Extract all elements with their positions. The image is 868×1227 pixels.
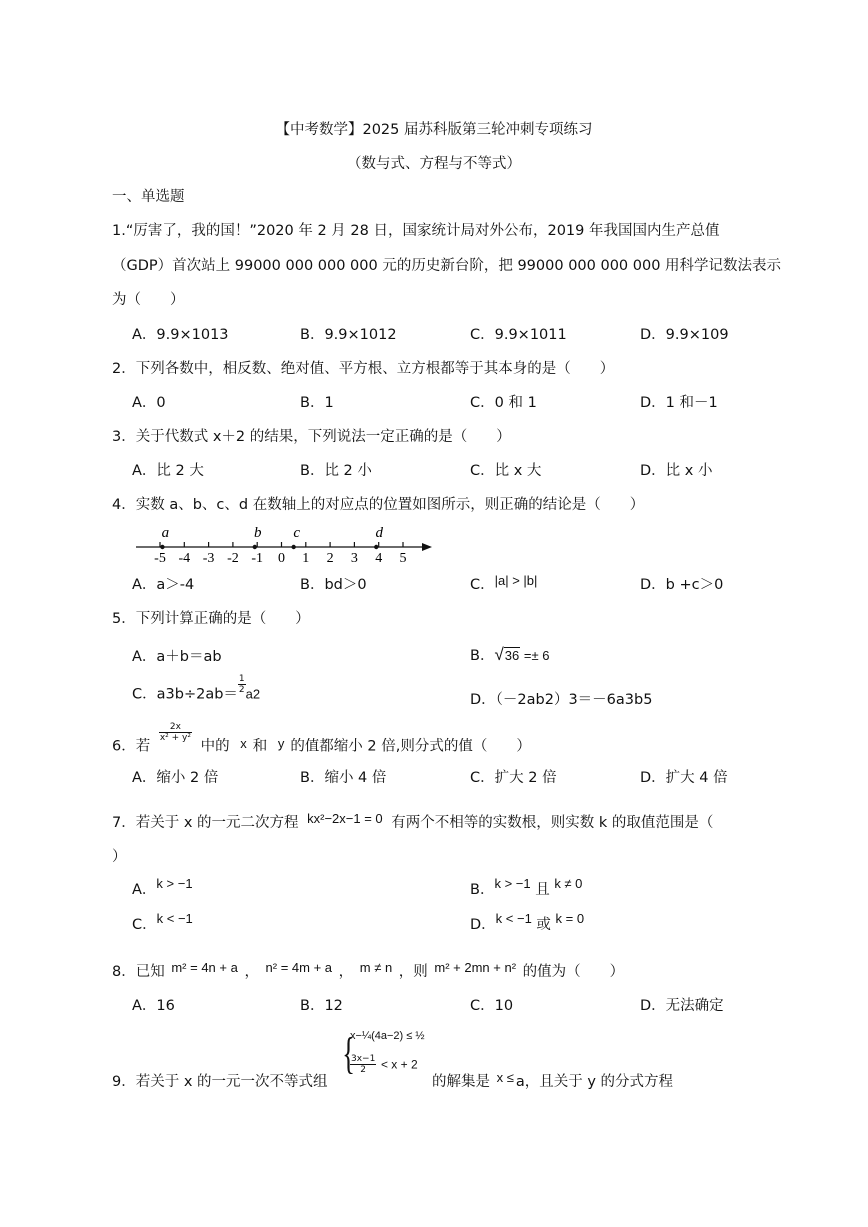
question-7-line-1 [112,813,713,833]
question-5: 5．下列计算正确的是（ ） [112,611,310,627]
fraction-numerator: 2x [159,722,192,733]
row-2-fraction [350,1054,376,1075]
tick-label: 3 [350,551,358,566]
point-b [253,545,257,549]
left-brace-icon: { [342,1029,355,1078]
question-8 [112,962,624,982]
fraction-numerator: 1 [238,674,245,684]
q7-option-c-prefix: C． [132,917,157,933]
q7-option-b-conj: 且 [535,882,550,898]
document-subtitle: （数与式、方程与不等式） [347,156,521,172]
q6-prefix: 6．若 [112,738,151,755]
point-label-b: b [254,525,262,541]
q5-option-d: D．（－2ab2）3＝－6a3b5 [470,692,653,708]
question-1-line-2: （GDP）首次站上 99000 000 000 000 元的历史新台阶，把 99000 000 000 000 用科学记数法表示 [112,258,782,274]
q8-option-d: D．无法确定 [640,998,724,1014]
q4-option-a: A．a＞-4 [132,577,195,593]
q7-option-b-math-1: k > −1 [494,876,531,891]
q7-option-a [132,876,193,900]
q6-option-c: C．扩大 2 倍 [470,770,557,786]
point-a [160,545,164,549]
q8-equation-1: m² = 4n + a [171,960,238,975]
q8-equation-2: n² = 4m + a [265,960,333,975]
q9-x-le: x ≤ [496,1070,514,1085]
q8-expression: m² + 2mn + n² [434,960,517,975]
q6-fraction [159,722,192,743]
q8-separator-1: ， [244,964,259,980]
question-9-suffix [432,1072,673,1092]
fraction-denominator: 2 [360,1065,367,1075]
q6-suffix: 的值都缩小 2 倍,则分式的值（ ） [290,738,531,755]
q8-option-a: A．16 [132,998,175,1014]
point-d [374,545,378,549]
q8-suffix: 的值为（ ） [522,964,625,980]
tick-label: -1 [251,551,264,566]
q7-option-d-math-2: k = 0 [555,911,585,926]
q5-option-c [132,674,261,705]
question-6 [112,722,531,757]
tick-label: 2 [326,551,334,566]
row-2-rest: < x + 2 [380,1057,418,1072]
q5-option-a: A．a＋b＝ab [132,649,222,665]
q8-mid: ，则 [398,964,428,980]
q7-equation: kx²−2x−1 = 0 [307,811,383,826]
q1-option-b: B．9.9×1012 [300,327,397,343]
point-label-c: c [293,525,300,541]
question-3: 3．关于代数式 x＋2 的结果，下列说法一定正确的是（ ） [112,429,511,445]
radicand: 36 [504,648,520,663]
tick-label: 5 [399,551,407,566]
q7-option-b-prefix: B． [470,882,495,898]
q6-option-b: B．缩小 4 倍 [300,770,387,786]
section-heading: 一、单选题 [112,189,185,205]
q7-option-b [470,876,583,900]
fraction-denominator: 2 [238,685,245,695]
q7-option-a-math: k > −1 [156,876,193,891]
q4-option-d: D．b +c＞0 [640,577,724,593]
q8-condition: m ≠ n [359,960,393,975]
question-7-line-2: ） [112,849,127,865]
q1-option-c: C．9.9×1011 [470,327,567,343]
fraction-numerator: 3x−1 [351,1054,376,1064]
tick-label: 0 [278,551,285,566]
tick-label: -5 [154,551,166,566]
number-line-figure [130,522,440,570]
q3-option-d: D．比 x 小 [640,463,713,479]
q1-option-d: D．9.9×109 [640,327,729,343]
radical-sign-icon: √ [494,645,504,664]
question-4: 4．实数 a、b、c、d 在数轴上的对应点的位置如图所示，则正确的结论是（ ） [112,497,645,513]
q2-option-b: B．1 [300,395,334,411]
q7-option-d-conj: 或 [536,917,551,933]
tick-label: -2 [227,551,239,566]
q6-variable-x: x [240,735,247,751]
q8-option-b: B．12 [300,998,343,1014]
sqrt-expression [494,645,550,664]
sqrt-result: =± 6 [523,648,550,663]
q7-option-c [132,911,193,935]
q7-prefix: 7．若关于 x 的一元二次方程 [112,815,299,831]
one-half-fraction [238,674,246,695]
question-2: 2．下列各数中，相反数、绝对值、平方根、立方根都等于其本身的是（ ） [112,361,615,377]
q2-option-c: C．0 和 1 [470,395,537,411]
q2-option-a: A．0 [132,395,166,411]
tick-label: 4 [375,551,383,566]
q6-variable-y: y [277,735,285,751]
q7-option-d [470,911,585,935]
q7-option-d-math-1: k < −1 [495,911,532,926]
q4-option-c-prefix: C． [470,577,495,593]
q7-option-b-math-2: k ≠ 0 [554,876,583,891]
point-c [291,545,295,549]
q5-option-b [470,645,549,666]
q7-option-c-math: k < −1 [156,911,193,926]
q9-suffix-2: a，且关于 y 的分式方程 [515,1074,674,1090]
q4-option-c [470,575,537,595]
q3-option-b: B．比 2 小 [300,463,372,479]
q1-option-a: A．9.9×1013 [132,327,229,343]
tick-label: -4 [178,551,191,566]
q6-mid1: 中的 [200,738,230,755]
point-label-d: d [375,525,384,541]
q3-option-c: C．比 x 大 [470,463,542,479]
q7-suffix: 有两个不相等的实数根，则实数 k 的取值范围是（ [391,815,714,831]
q5-option-c-prefix: C．a3b÷2ab＝ [132,686,238,703]
q2-option-d: D．1 和－1 [640,395,718,411]
inequality-row-2 [350,1054,418,1075]
q9-suffix-1: 的解集是 [432,1074,490,1090]
q8-separator-2: ， [338,964,354,980]
q5-option-c-suffix: a2 [245,686,261,702]
q8-option-c: C．10 [470,998,514,1014]
question-1-line-1: 1.“厉害了，我的国！”2020 年 2 月 28 日，国家统计局对外公布，2019 年我国国内生产总值 [112,223,720,239]
inequality-row-1: x−¼(4a−2) ≤ ½ [350,1030,425,1042]
q4-option-b: B．bd＞0 [300,577,367,593]
q3-option-a: A．比 2 大 [132,463,204,479]
q7-option-d-prefix: D． [470,917,496,933]
question-9-prefix: 9．若关于 x 的一元一次不等式组 [112,1074,328,1090]
tick-label: -3 [202,551,215,566]
question-1-line-3: 为（ ） [112,292,185,308]
point-label-a: a [161,525,170,541]
q6-option-a: A．缩小 2 倍 [132,770,219,786]
q6-mid2: 和 [252,738,268,755]
q4-option-c-math: |a| > |b| [494,573,538,588]
document-title: 【中考数学】2025 届苏科版第三轮冲刺专项练习 [275,122,593,138]
q5-option-b-prefix: B． [470,648,495,664]
tick-label: 1 [302,551,310,566]
q7-option-a-prefix: A． [132,882,157,898]
q6-option-d: D．扩大 4 倍 [640,770,728,786]
fraction-denominator: x² + y² [159,733,191,743]
q8-prefix: 8．已知 [112,964,165,980]
